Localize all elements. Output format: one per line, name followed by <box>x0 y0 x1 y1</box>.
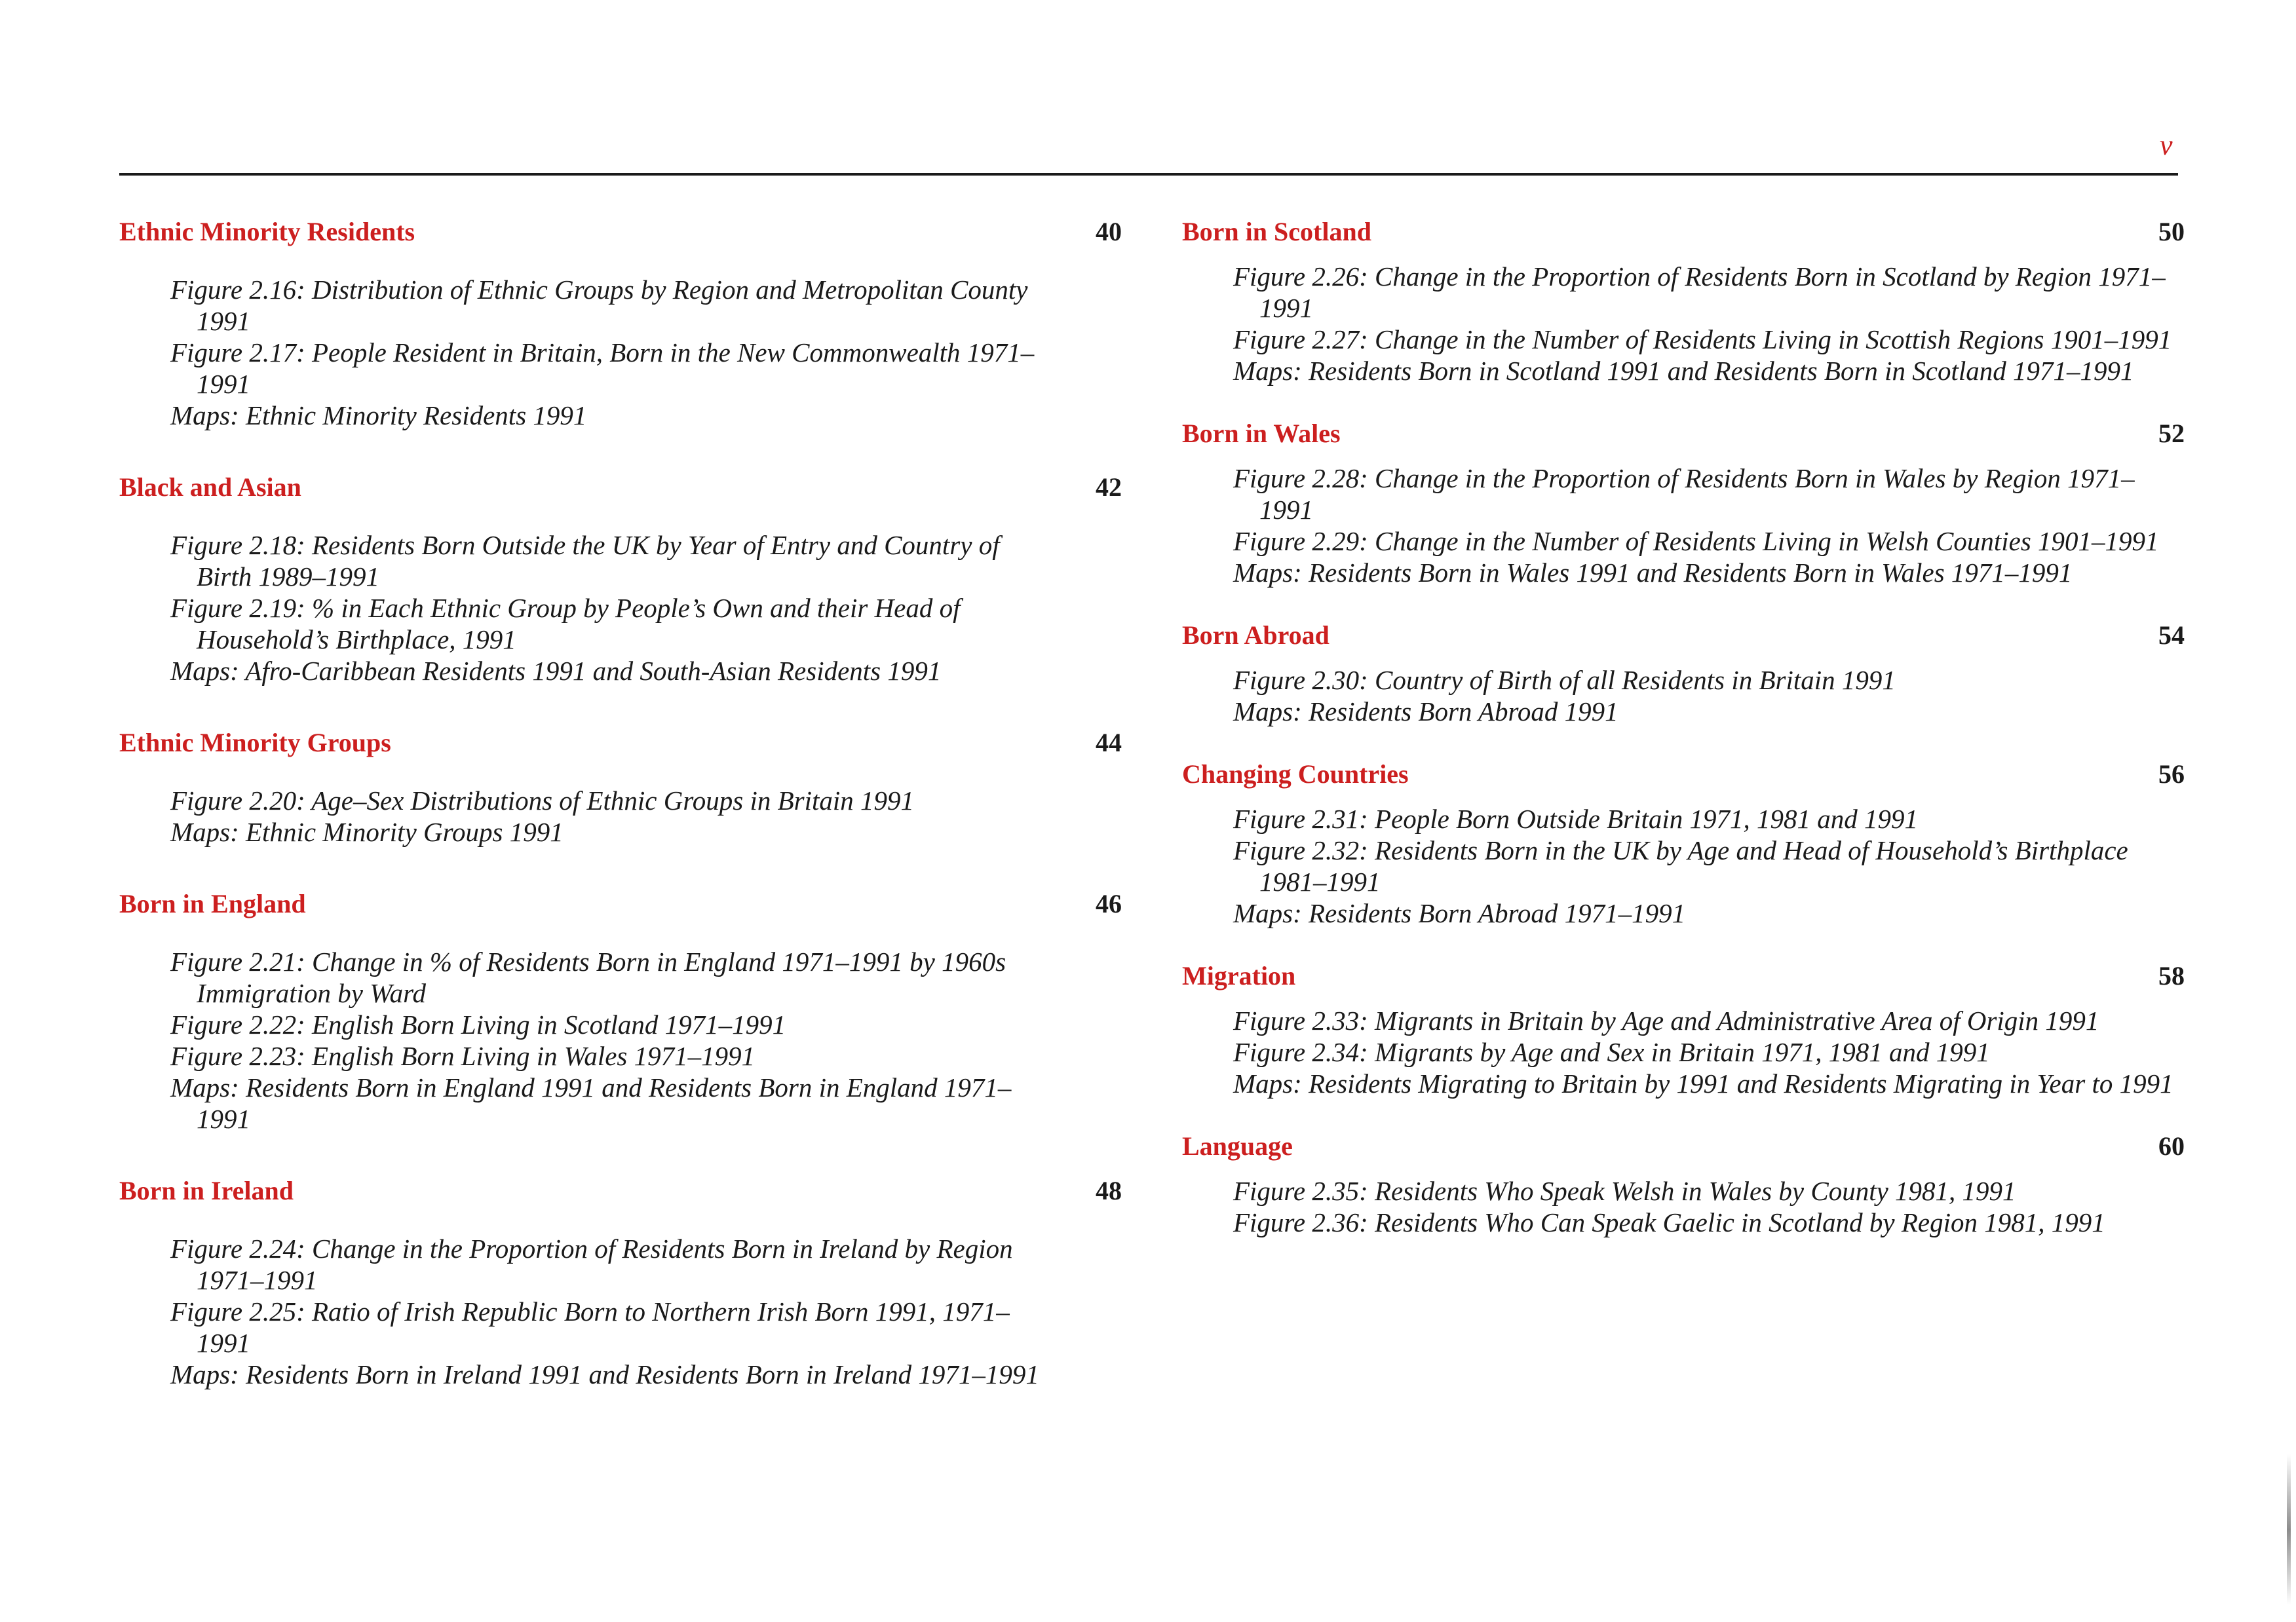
section-entries <box>170 946 1062 1135</box>
toc-entry: Maps: Ethnic Minority Residents 1991 <box>170 400 587 430</box>
section-page-number: 54 <box>2158 620 2185 650</box>
section-heading[interactable] <box>119 887 1122 921</box>
section-page-number: 44 <box>1096 728 1122 757</box>
toc-entry: Figure 2.21: Change in % of Residents Born in England 1971–1991 by 1960s Immigration by Ward <box>170 947 1006 1008</box>
toc-section <box>1182 417 2185 588</box>
section-page-number: 40 <box>1096 217 1122 246</box>
section-title[interactable]: Born in Ireland <box>119 1176 294 1205</box>
section-heading[interactable] <box>119 215 1122 249</box>
toc-entry: Figure 2.36: Residents Who Can Speak Gaelic in Scotland by Region 1981, 1991 <box>1233 1207 2105 1237</box>
toc-entry: Figure 2.24: Change in the Proportion of Residents Born in Ireland by Region 1971–1991 <box>170 1234 1013 1295</box>
section-entries <box>170 274 1062 431</box>
toc-section <box>119 726 1122 848</box>
toc-entry: Figure 2.18: Residents Born Outside the UK by Year of Entry and Country of Birth 1989–1991 <box>170 530 1000 592</box>
toc-entry: Figure 2.19: % in Each Ethnic Group by People’s Own and their Head of Household’s Birthplace, 1991 <box>170 593 961 654</box>
section-entries <box>170 529 1062 687</box>
section-title[interactable]: Born Abroad <box>1182 620 1330 650</box>
section-heading[interactable] <box>119 470 1122 504</box>
section-entries <box>1233 1175 2183 1238</box>
page-number: v <box>2160 129 2173 161</box>
toc-section <box>1182 757 2185 929</box>
scan-edge-shadow <box>2287 1454 2291 1605</box>
toc-section <box>119 1174 1122 1390</box>
section-title[interactable]: Ethnic Minority Residents <box>119 217 415 246</box>
contents-right-column <box>1182 215 2185 1238</box>
toc-entry: Figure 2.27: Change in the Number of Residents Living in Scottish Regions 1901–1991 <box>1233 324 2172 354</box>
header-rule <box>119 173 2178 176</box>
toc-entry: Figure 2.17: People Resident in Britain, Born in the New Commonwealth 1971–1991 <box>170 337 1035 399</box>
toc-section <box>119 887 1122 1135</box>
section-title[interactable]: Language <box>1182 1131 1293 1161</box>
section-page-number: 46 <box>1096 889 1122 918</box>
section-entries <box>170 785 1062 848</box>
section-heading[interactable] <box>1182 215 2185 249</box>
section-heading[interactable] <box>1182 959 2185 993</box>
section-page-number: 42 <box>1096 472 1122 502</box>
toc-section <box>1182 1129 2185 1238</box>
section-heading[interactable] <box>1182 757 2185 791</box>
section-title[interactable]: Ethnic Minority Groups <box>119 728 391 757</box>
toc-section <box>119 470 1122 687</box>
toc-entry: Maps: Residents Born Abroad 1991 <box>1233 696 1618 726</box>
section-title[interactable]: Born in Wales <box>1182 419 1341 448</box>
toc-entry: Figure 2.25: Ratio of Irish Republic Born to Northern Irish Born 1991, 1971–1991 <box>170 1296 1010 1358</box>
toc-entry: Maps: Ethnic Minority Groups 1991 <box>170 817 564 847</box>
toc-entry: Figure 2.29: Change in the Number of Residents Living in Welsh Counties 1901–1991 <box>1233 526 2159 556</box>
section-entries <box>1233 261 2183 387</box>
toc-entry: Figure 2.34: Migrants by Age and Sex in Britain 1971, 1981 and 1991 <box>1233 1037 1990 1067</box>
section-entries <box>1233 803 2183 929</box>
section-title[interactable]: Born in England <box>119 889 306 918</box>
toc-entry: Figure 2.22: English Born Living in Scotland 1971–1991 <box>170 1009 786 1040</box>
section-title[interactable]: Changing Countries <box>1182 759 1409 789</box>
toc-entry: Maps: Residents Born in Ireland 1991 and Residents Born in Ireland 1971–1991 <box>170 1359 1039 1389</box>
toc-entry: Figure 2.31: People Born Outside Britain 1971, 1981 and 1991 <box>1233 804 1919 834</box>
section-page-number: 50 <box>2158 217 2185 246</box>
contents-left-column <box>119 215 1122 1390</box>
section-heading[interactable] <box>119 726 1122 760</box>
section-heading[interactable] <box>1182 618 2185 652</box>
toc-entry: Figure 2.35: Residents Who Speak Welsh in Wales by County 1981, 1991 <box>1233 1176 2016 1206</box>
toc-entry: Figure 2.33: Migrants in Britain by Age and Administrative Area of Origin 1991 <box>1233 1006 2099 1036</box>
section-page-number: 60 <box>2158 1131 2185 1161</box>
section-heading[interactable] <box>119 1174 1122 1208</box>
toc-entry: Figure 2.32: Residents Born in the UK by Age and Head of Household’s Birthplace 1981–1991 <box>1233 835 2128 897</box>
section-heading[interactable] <box>1182 1129 2185 1163</box>
toc-entry: Figure 2.28: Change in the Proportion of Residents Born in Wales by Region 1971–1991 <box>1233 463 2135 525</box>
toc-entry: Figure 2.30: Country of Birth of all Residents in Britain 1991 <box>1233 665 1896 695</box>
toc-entry: Maps: Residents Born in Scotland 1991 and Residents Born in Scotland 1971–1991 <box>1233 356 2134 386</box>
section-page-number: 48 <box>1096 1176 1122 1205</box>
toc-section <box>119 215 1122 431</box>
toc-entry: Figure 2.23: English Born Living in Wales 1971–1991 <box>170 1041 756 1071</box>
section-title[interactable]: Black and Asian <box>119 472 301 502</box>
section-entries <box>1233 1005 2183 1099</box>
toc-entry: Maps: Residents Migrating to Britain by 1991 and Residents Migrating in Year to 1991 <box>1233 1068 2173 1099</box>
toc-entry: Maps: Residents Born in Wales 1991 and Residents Born in Wales 1971–1991 <box>1233 557 2073 588</box>
toc-entry: Maps: Afro-Caribbean Residents 1991 and South-Asian Residents 1991 <box>170 656 942 686</box>
section-title[interactable]: Migration <box>1182 961 1296 990</box>
section-title[interactable]: Born in Scotland <box>1182 217 1371 246</box>
toc-entry: Maps: Residents Born Abroad 1971–1991 <box>1233 898 1686 928</box>
toc-entry: Figure 2.20: Age–Sex Distributions of Ethnic Groups in Britain 1991 <box>170 785 915 816</box>
section-entries <box>1233 462 2183 588</box>
toc-section <box>1182 215 2185 387</box>
toc-section <box>1182 959 2185 1099</box>
toc-entry: Maps: Residents Born in England 1991 and Residents Born in England 1971–1991 <box>170 1072 1012 1134</box>
section-entries <box>1233 664 2183 727</box>
section-page-number: 52 <box>2158 419 2185 448</box>
section-entries <box>170 1233 1062 1390</box>
section-heading[interactable] <box>1182 417 2185 451</box>
toc-entry: Figure 2.16: Distribution of Ethnic Groups by Region and Metropolitan County 1991 <box>170 274 1028 336</box>
toc-entry: Figure 2.26: Change in the Proportion of Residents Born in Scotland by Region 1971–1991 <box>1233 261 2166 323</box>
section-page-number: 56 <box>2158 759 2185 789</box>
toc-section <box>1182 618 2185 727</box>
section-page-number: 58 <box>2158 961 2185 990</box>
